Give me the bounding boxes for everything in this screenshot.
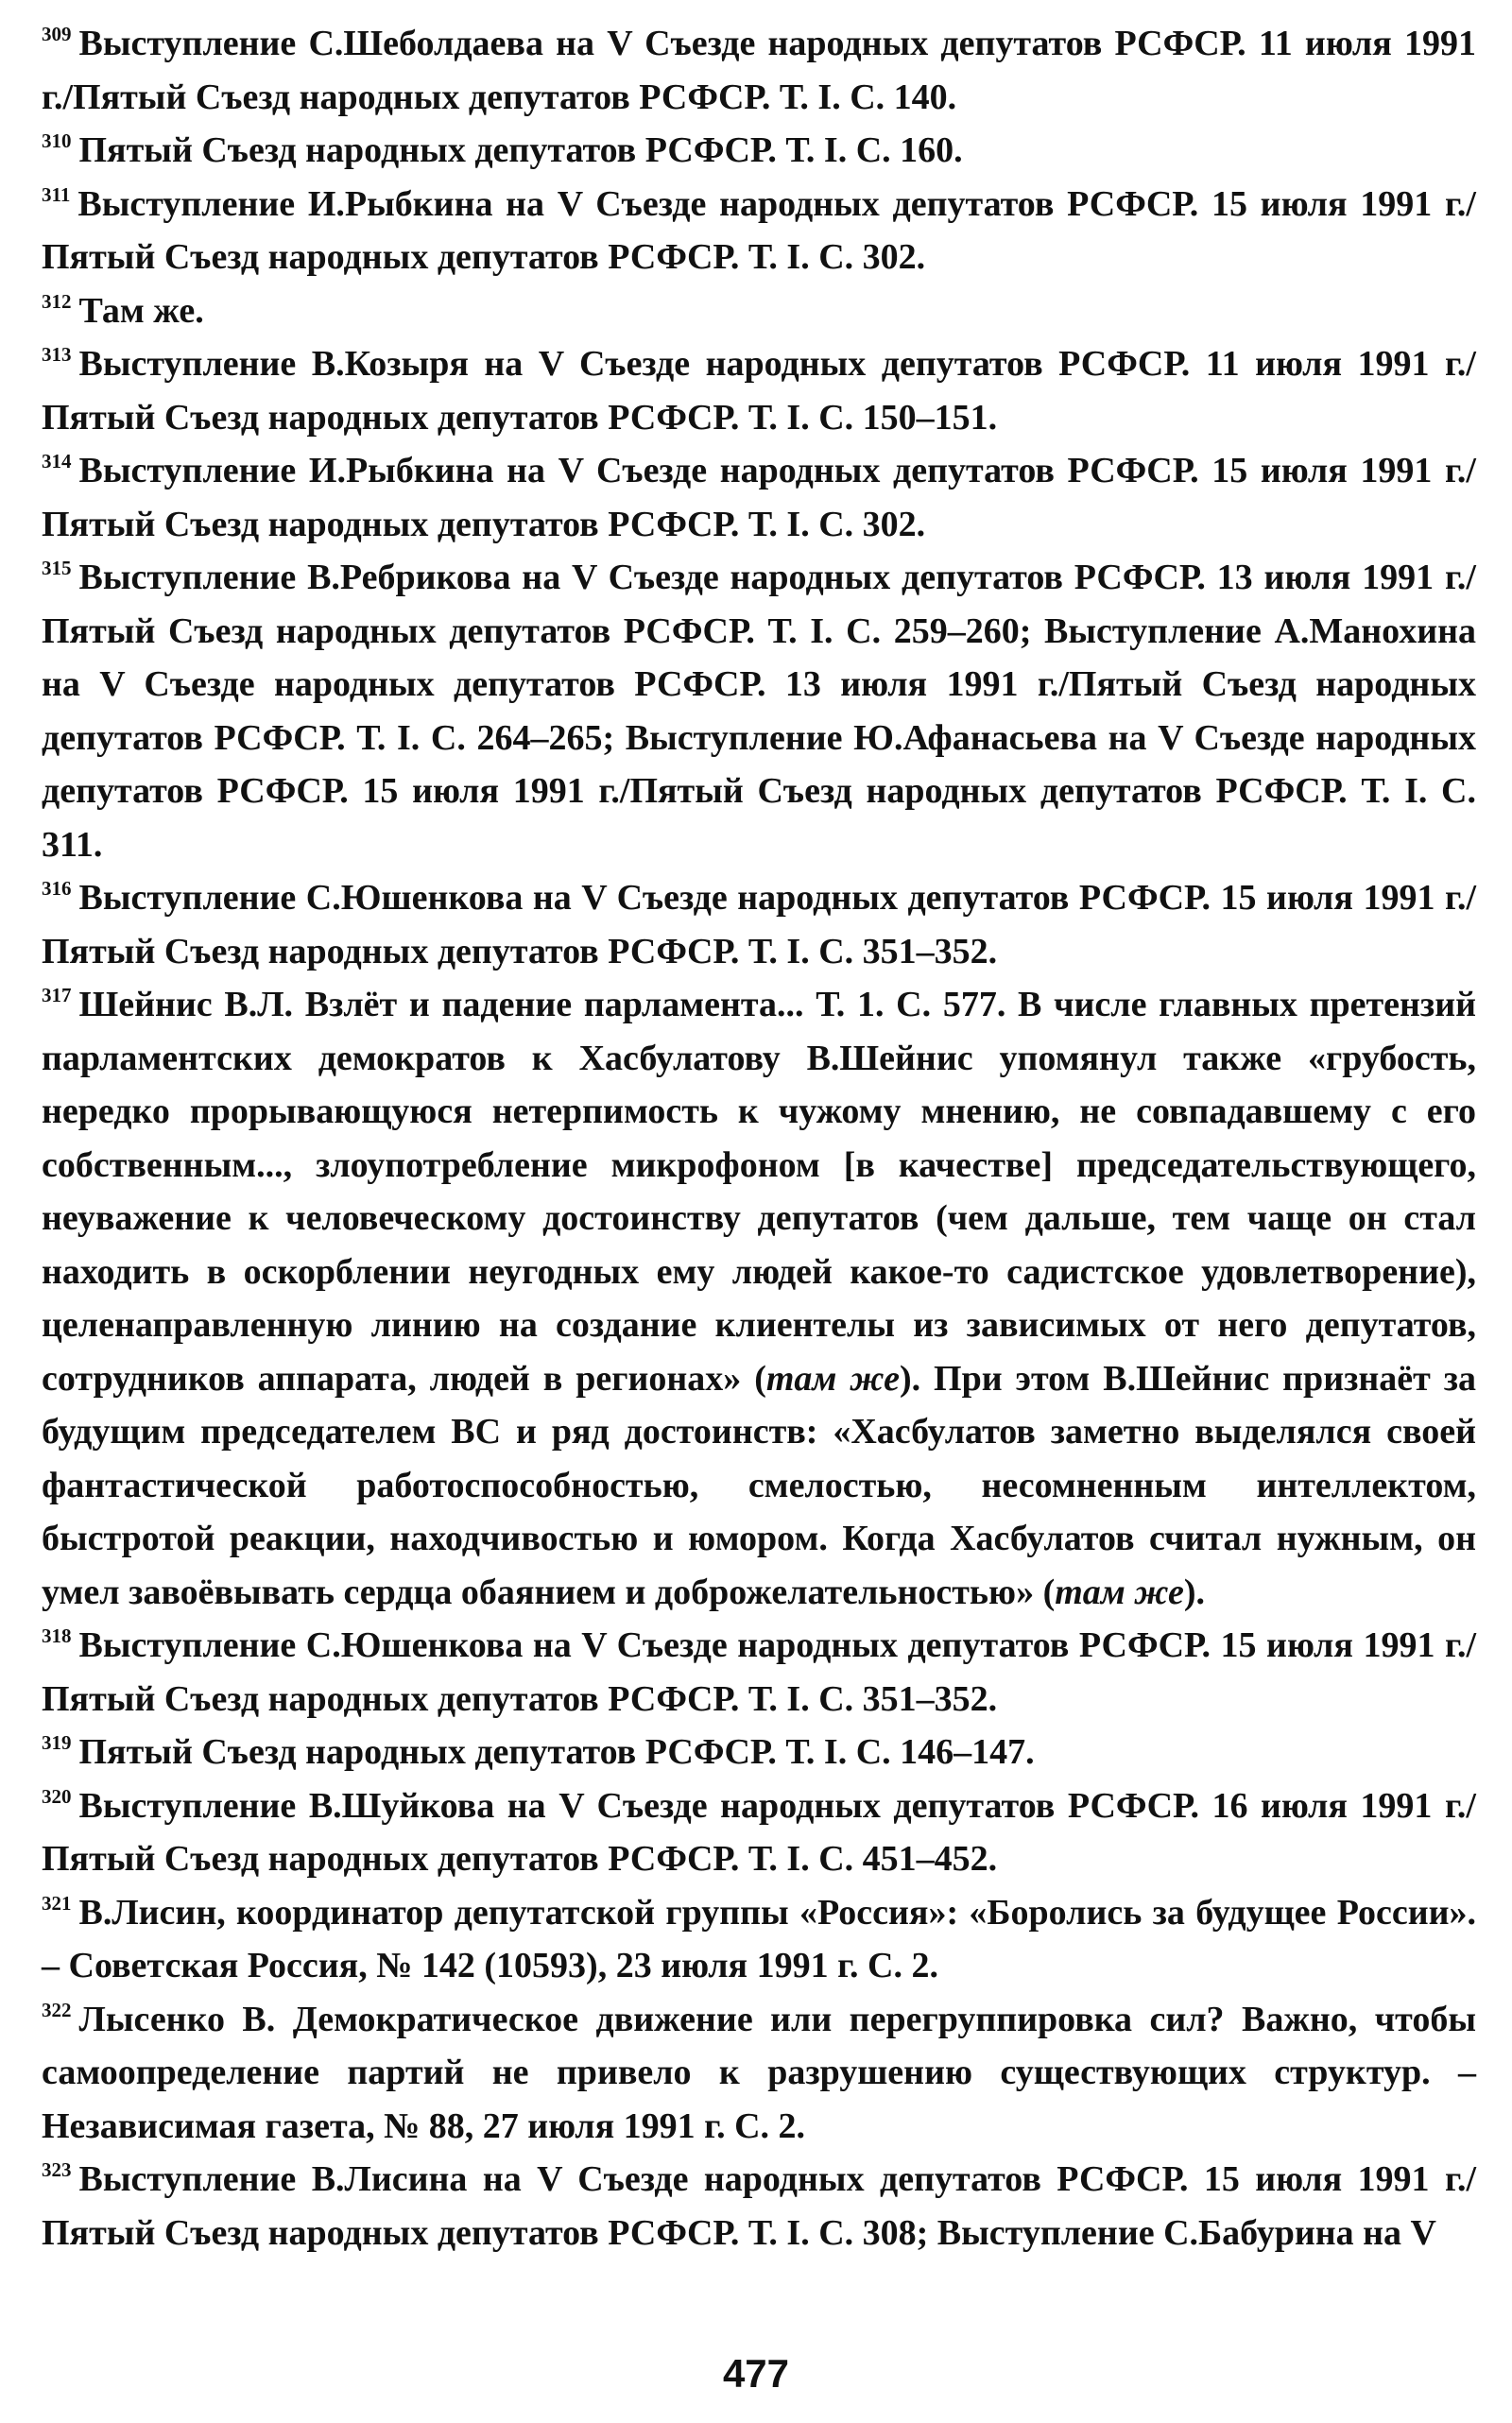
footnote-number: 313: [42, 343, 72, 366]
footnote-323: [42, 2153, 1476, 2260]
footnote-number: 322: [42, 1998, 72, 2021]
footnote-314: [42, 444, 1476, 551]
footnote-number: 310: [42, 129, 72, 152]
footnote-310: [42, 124, 1476, 178]
footnote-311: [42, 178, 1476, 284]
footnote-text: Шейнис В.Л. Взлёт и падение парламента... Т. 1. С. 577. В числе главных претензий парламентских демократов к Хасбулатову В.Шейнис упомянул также «грубость, нередко прорывающуюся нетерпимость к чужому мнению, не совпадавшему с его собственным..., злоупотребление микрофоном [в качестве] председательствующего, неуважение к человеческому достоинству депутатов (чем дальше, тем чаще он стал находить в оскорблении неугодных ему людей какое-то садистское удовлетворение), целенаправленную линию на создание клиентелы из зависимых от него депутатов, сотрудников аппарата, людей в регионах» (: [42, 985, 1476, 1399]
footnote-317: [42, 978, 1476, 1619]
footnotes-block: [42, 17, 1476, 2260]
footnote-text: Выступление В.Лисина на V Съезде народных депутатов РСФСР. 15 июля 1991 г./ Пятый Съезд народных депутатов РСФСР. Т. I. С. 308; Выступление С.Бабурина на V: [42, 2159, 1476, 2253]
footnote-text: Пятый Съезд народных депутатов РСФСР. Т. I. С. 146–147.: [78, 1732, 1035, 1772]
footnote-text: Пятый Съезд народных депутатов РСФСР. Т. I. С. 160.: [78, 130, 963, 170]
footnote-italic-ref: там же: [765, 1358, 900, 1399]
footnote-number: 323: [42, 2158, 72, 2181]
footnote-text: Выступление С.Шеболдаева на V Съезде народных депутатов РСФСР. 11 июля 1991 г./Пятый Съезд народных депутатов РСФСР. Т. I. С. 140.: [42, 24, 1476, 117]
footnote-text: Выступление С.Юшенкова на V Съезде народных депутатов РСФСР. 15 июля 1991 г./Пятый Съезд народных депутатов РСФСР. Т. I. С. 351–352.: [42, 878, 1476, 971]
footnote-number: 321: [42, 1891, 72, 1915]
footnote-text: Выступление И.Рыбкина на V Съезде народных депутатов РСФСР. 15 июля 1991 г./ Пятый Съезд народных депутатов РСФСР. Т. I. С. 302.: [42, 451, 1476, 544]
page-number: 477: [722, 2351, 790, 2396]
footnote-309: [42, 17, 1476, 124]
footnote-number: 319: [42, 1731, 72, 1754]
footnote-text: В.Лисин, координатор депутатской группы «Россия»: «Боролись за будущее России». – Советская Россия, № 142 (10593), 23 июля 1991 г. С. 2.: [42, 1892, 1476, 1985]
footnote-text: ).: [1183, 1572, 1206, 1612]
footnote-number: 317: [42, 984, 72, 1006]
footnote-number: 320: [42, 1784, 72, 1808]
footnote-text: Лысенко В. Демократическое движение или перегруппировка сил? Важно, чтобы самоопределение партий не привело к разрушению существующих структур. – Независимая газета, № 88, 27 июля 1991 г. С. 2.: [42, 1999, 1476, 2146]
footnote-text: Выступление В.Шуйкова на V Съезде народных депутатов РСФСР. 16 июля 1991 г./ Пятый Съезд народных депутатов РСФСР. Т. I. С. 451–452.: [42, 1785, 1476, 1879]
footnote-text: Там же.: [78, 290, 204, 331]
footnote-number: 316: [42, 877, 72, 900]
footnote-text: Выступление В.Козыря на V Съезде народных депутатов РСФСР. 11 июля 1991 г./ Пятый Съезд народных депутатов РСФСР. Т. I. С. 150–151.: [42, 344, 1476, 438]
footnote-number: 318: [42, 1624, 72, 1647]
footnote-321: [42, 1886, 1476, 1993]
footnote-number: 312: [42, 289, 72, 313]
footnote-text: ). При этом В.Шейнис признаёт за будущим председателем ВС и ряд достоинств: «Хасбулатов заметно выделялся своей фантастической работоспособностью, смелостью, несомненным интеллектом, быстротой реакции, находчивостью и юмором. Когда Хасбулатов считал нужным, он умел завоёвывать сердца обаянием и доброжелательностью» (: [42, 1358, 1476, 1612]
footnote-italic-ref: там же: [1055, 1572, 1184, 1612]
footnote-number: 311: [42, 182, 71, 206]
footnote-text: Выступление В.Ребрикова на V Съезде народных депутатов РСФСР. 13 июля 1991 г./Пятый Съезд народных депутатов РСФСР. Т. I. С. 259–260; Выступление А.Манохина на V Съезде народных депутатов РСФСР. 13 июля 1991 г./Пятый Съезд народных депутатов РСФСР. Т. I. С. 264–265; Выступление Ю.Афанасьева на V Съезде народных депутатов РСФСР. 15 июля 1991 г./Пятый Съезд народных депутатов РСФСР. Т. I. С. 311.: [42, 558, 1476, 865]
footnote-316: [42, 871, 1476, 978]
footnote-text: Выступление С.Юшенкова на V Съезде народных депутатов РСФСР. 15 июля 1991 г./Пятый Съезд народных депутатов РСФСР. Т. I. С. 351–352.: [42, 1625, 1476, 1719]
footnote-322: [42, 1993, 1476, 2154]
footnote-number: 315: [42, 557, 72, 579]
footnote-319: [42, 1726, 1476, 1779]
footnote-text: Выступление И.Рыбкина на V Съезде народных депутатов РСФСР. 15 июля 1991 г./Пятый Съезд народных депутатов РСФСР. Т. I. С. 302.: [42, 183, 1476, 277]
footnote-318: [42, 1619, 1476, 1726]
footnote-315: [42, 551, 1476, 871]
footnote-320: [42, 1779, 1476, 1886]
footnote-312: [42, 284, 1476, 338]
footnote-number: 314: [42, 450, 72, 473]
footnote-number: 309: [42, 23, 72, 45]
footnote-313: [42, 337, 1476, 444]
